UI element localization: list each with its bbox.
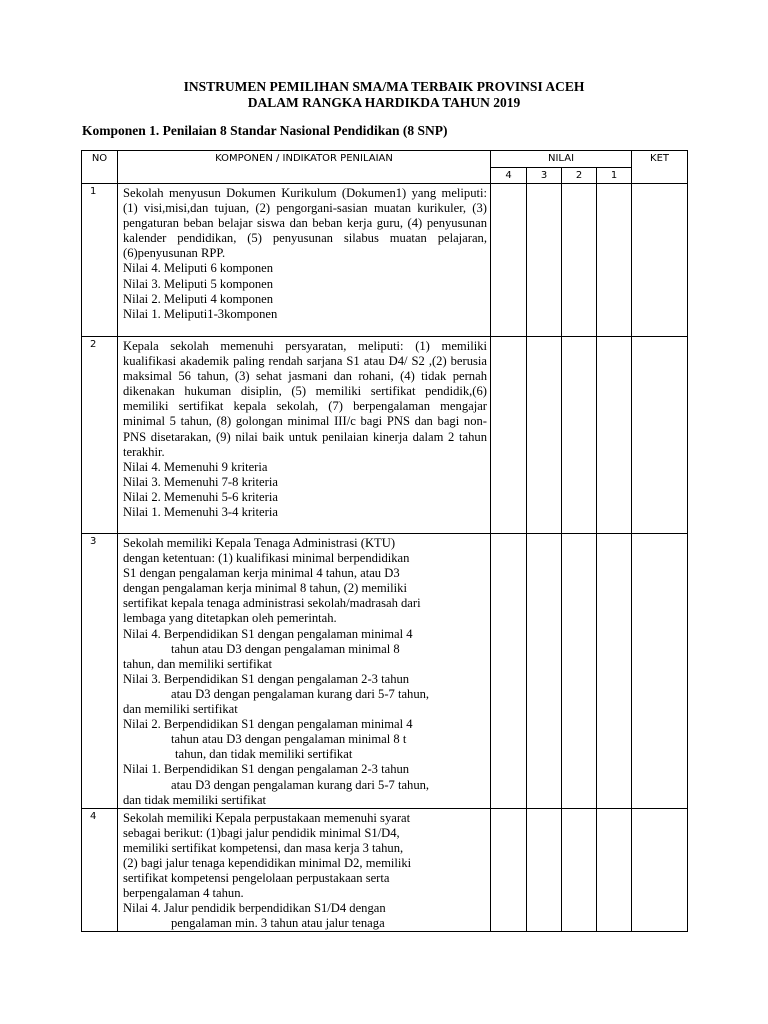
criteria-line: Nilai 2. Berpendidikan S1 dengan pengalaman minimal 4	[123, 717, 413, 732]
criteria-line: Nilai 4. Meliputi 6 komponen	[123, 261, 274, 276]
criteria-line: Nilai 3. Memenuhi 7-8 kriteria	[123, 474, 278, 489]
score-cell-1[interactable]	[597, 534, 632, 809]
criteria-line: Nilai 2. Meliputi 4 komponen	[123, 291, 274, 306]
criteria-line: tahun atau D3 dengan pengalaman minimal 8 t	[171, 732, 407, 747]
criteria-line: atau D3 dengan pengalaman kurang dari 5-7 tahun,	[171, 686, 430, 701]
criteria-line: dan memiliki sertifikat	[123, 702, 238, 717]
table-row	[82, 337, 688, 534]
indicator-line: lembaga yang ditetapkan oleh pemerintah.	[123, 611, 337, 626]
row-number: 3	[82, 534, 118, 809]
indicator-line: sebagai berikut: (1)bagi jalur pendidik minimal S1/D4,	[123, 825, 400, 840]
indicator-cell	[118, 808, 491, 932]
criteria-line: dan tidak memiliki sertifikat	[123, 792, 267, 807]
criteria-line: Nilai 4. Berpendidikan S1 dengan pengalaman minimal 4	[123, 626, 413, 641]
row-number: 1	[82, 184, 118, 337]
indicator-description: Sekolah menyusun Dokumen Kurikulum (Dokumen1) yang meliputi:(1) visi,misi,dan tujuan, (2) pengorgani-sasian muatan kurikuler, (3) pengaturan beban belajar siswa dan beban kerja guru, (4) penyusunan kalender pendidikan, (5) penyusunan silabus muatan pelajaran, (6)penyusunan RPP.	[123, 186, 487, 261]
score-cell-3[interactable]	[527, 184, 562, 337]
score-cell-4[interactable]	[491, 534, 527, 809]
score-cell-2[interactable]	[562, 337, 597, 534]
indicator-line: dengan pengalaman kerja minimal 8 tahun, (2) memiliki	[123, 581, 407, 596]
score-cell-3[interactable]	[527, 808, 562, 932]
indicator-line: dengan ketentuan: (1) kualifikasi minimal berpendidikan	[123, 551, 410, 566]
criteria-line: tahun, dan tidak memiliki sertifikat	[175, 747, 353, 762]
criteria-line: pengalaman min. 3 tahun atau jalur tenaga	[171, 916, 385, 931]
score-cell-3[interactable]	[527, 534, 562, 809]
row-number: 2	[82, 337, 118, 534]
table-row	[82, 534, 688, 809]
document-title-line-2: DALAM RANGKA HARDIKDA TAHUN 2019	[247, 95, 521, 110]
ket-cell[interactable]	[632, 808, 688, 932]
indicator-description: Kepala sekolah memenuhi persyaratan, meliputi: (1) memiliki kualifikasi akademik paling rendah sarjana S1 atau D4/ S2 ,(2) berusia maksimal 56 tahun, (3) sehat jasmani dan rohani, (4) tidak pernah dikenakan hukuman disiplin, (5) memiliki sertifikat pendidik,(6) memiliki sertifikat kepala sekolah, (7) berpengalaman mengajar minimal 5 tahun, (8) golongan minimal III/c bagi PNS dan bagi non-PNS disetarakan, (9) nilai baik untuk penilaian kinerja dalam 2 tahun terakhir.	[123, 339, 487, 459]
ket-cell[interactable]	[632, 184, 688, 337]
score-cell-3[interactable]	[527, 337, 562, 534]
indicator-line: sertifikat kompetensi pengelolaan perpustakaan serta	[123, 871, 390, 886]
header-ket: KET	[632, 151, 688, 184]
header-nilai: NILAI	[491, 151, 632, 168]
criteria-line: Nilai 1. Meliputi1-3komponen	[123, 306, 278, 321]
criteria-line: Nilai 4. Jalur pendidik berpendidikan S1/D4 dengan	[123, 901, 386, 916]
score-cell-4[interactable]	[491, 184, 527, 337]
header-no: NO	[82, 151, 118, 184]
score-cell-4[interactable]	[491, 337, 527, 534]
row-number: 4	[82, 808, 118, 932]
score-cell-4[interactable]	[491, 808, 527, 932]
indicator-line: memiliki sertifikat kompetensi, dan masa kerja 3 tahun,	[123, 840, 404, 855]
indicator-cell	[118, 184, 491, 337]
indicator-line: Sekolah memiliki Kepala Tenaga Administrasi (KTU)	[123, 536, 396, 550]
indicator-line: berpengalaman 4 tahun.	[123, 886, 244, 901]
score-cell-2[interactable]	[562, 184, 597, 337]
criteria-line: Nilai 3. Meliputi 5 komponen	[123, 276, 274, 291]
indicator-line: (2) bagi jalur tenaga kependidikan minimal D2, memiliki	[123, 855, 412, 870]
criteria-line: Nilai 2. Memenuhi 5-6 kriteria	[123, 489, 278, 504]
indicator-line: S1 dengan pengalaman kerja minimal 4 tahun, atau D3	[123, 566, 400, 581]
header-score-1: 1	[597, 168, 632, 184]
criteria-line: Nilai 3. Berpendidikan S1 dengan pengalaman 2-3 tahun	[123, 671, 410, 686]
indicator-cell	[118, 337, 491, 534]
document-title-line-1: INSTRUMEN PEMILIHAN SMA/MA TERBAIK PROVINSI ACEH	[183, 79, 585, 94]
criteria-line: Nilai 1. Memenuhi 3-4 kriteria	[123, 505, 278, 520]
score-cell-1[interactable]	[597, 337, 632, 534]
header-komponen: KOMPONEN / INDIKATOR PENILAIAN	[118, 151, 491, 184]
ket-cell[interactable]	[632, 337, 688, 534]
criteria-line: Nilai 4. Memenuhi 9 kriteria	[123, 459, 268, 474]
table-row	[82, 808, 688, 932]
assessment-table	[81, 150, 688, 932]
header-score-2: 2	[562, 168, 597, 184]
section-heading: Komponen 1. Penilaian 8 Standar Nasional Pendidikan (8 SNP)	[82, 123, 448, 138]
score-cell-2[interactable]	[562, 808, 597, 932]
indicator-line: sertifikat kepala tenaga administrasi sekolah/madrasah dari	[123, 596, 421, 611]
table-row	[82, 184, 688, 337]
criteria-line: tahun atau D3 dengan pengalaman minimal 8	[171, 641, 400, 656]
ket-cell[interactable]	[632, 534, 688, 809]
score-cell-2[interactable]	[562, 534, 597, 809]
criteria-line: atau D3 dengan pengalaman kurang dari 5-7 tahun,	[171, 777, 430, 792]
criteria-line: tahun, dan memiliki sertifikat	[123, 656, 272, 671]
criteria-line: Nilai 1. Berpendidikan S1 dengan pengalaman 2-3 tahun	[123, 762, 410, 777]
score-cell-1[interactable]	[597, 808, 632, 932]
indicator-line: Sekolah memiliki Kepala perpustakaan memenuhi syarat	[123, 810, 411, 825]
indicator-cell	[118, 534, 491, 809]
header-score-4: 4	[491, 168, 527, 184]
score-cell-1[interactable]	[597, 184, 632, 337]
header-score-3: 3	[527, 168, 562, 184]
